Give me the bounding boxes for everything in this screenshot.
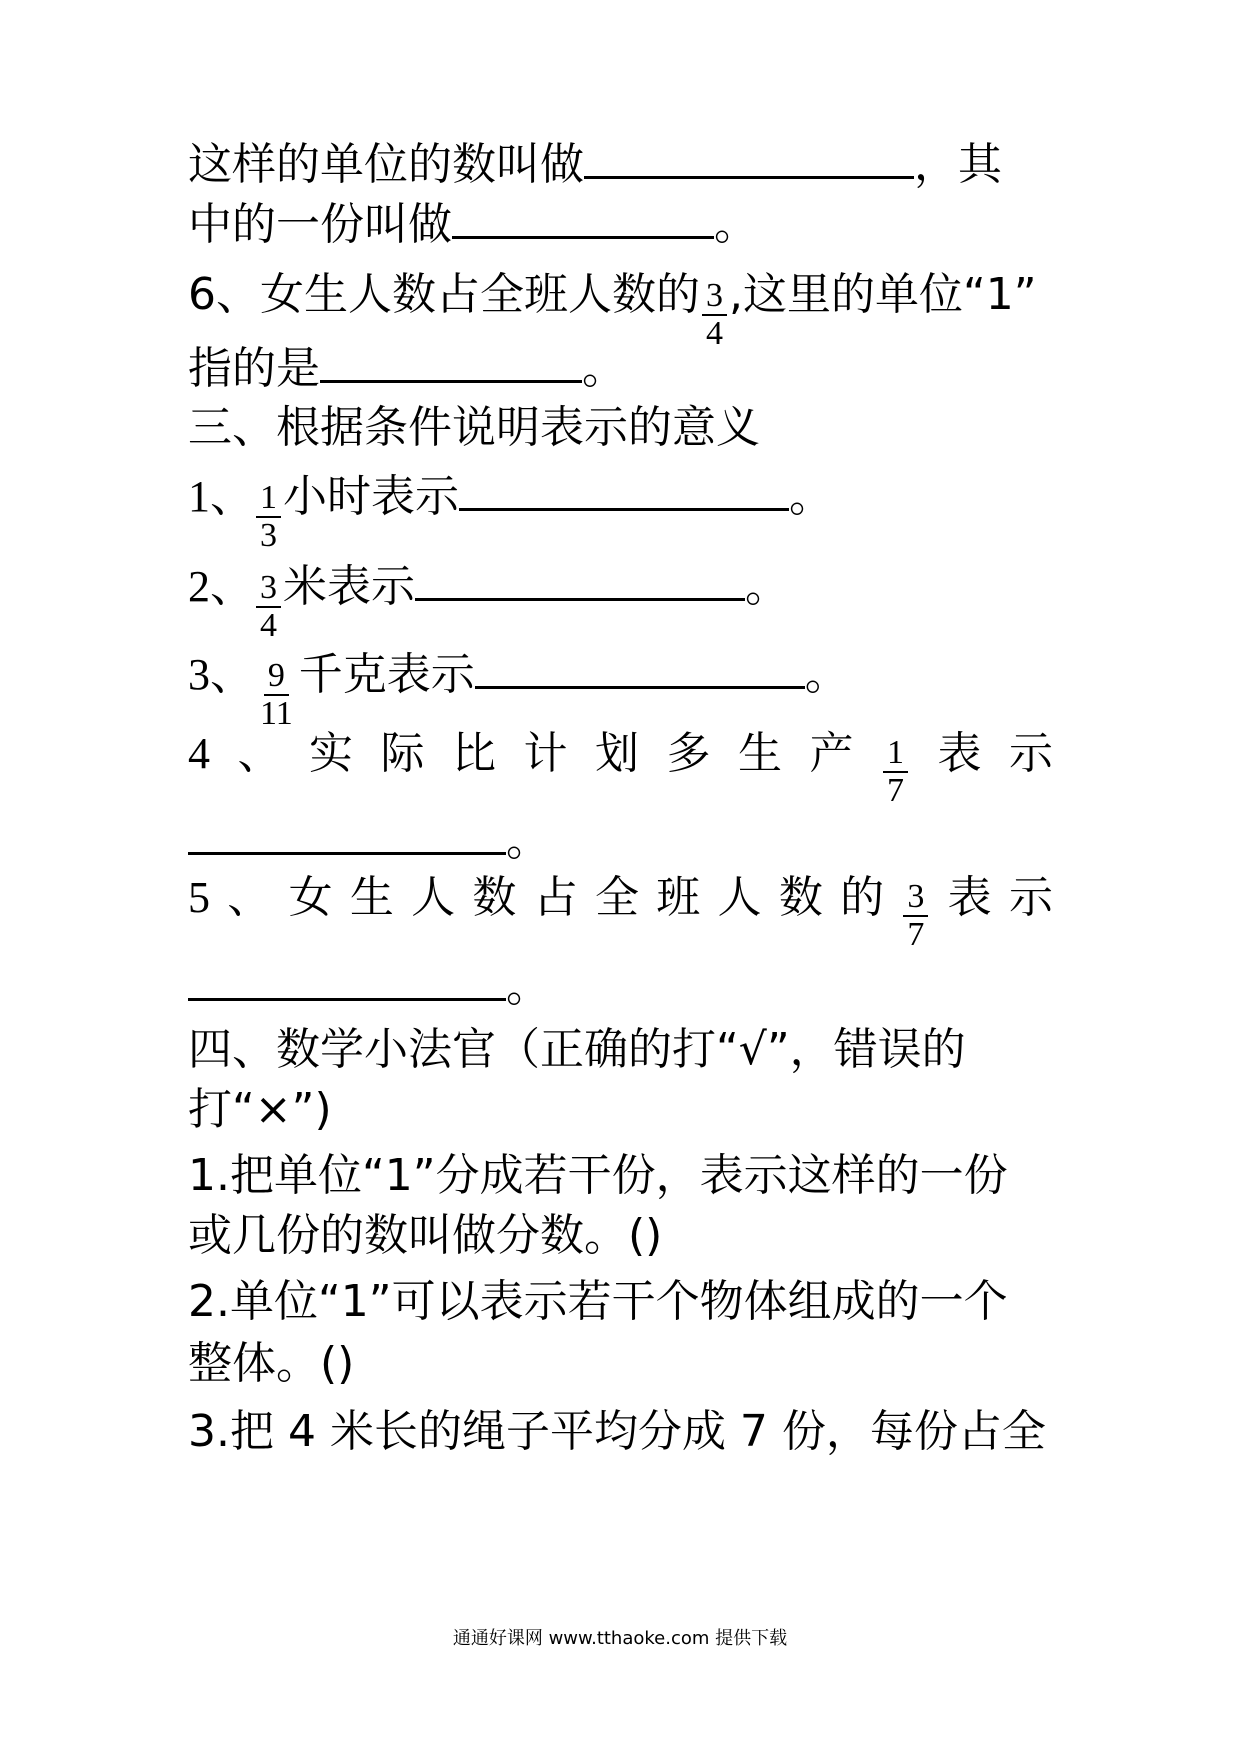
q4-char: 产 [809,728,854,779]
line-4 [188,340,626,396]
answer-blank[interactable] [459,468,789,511]
q4-char: 表 [937,728,982,779]
section-4-heading: 四、数学小法官（正确的打“√”，错误的 [188,1024,966,1075]
fraction-numerator: 9 [264,658,289,696]
s3-question-4-answer [188,812,550,868]
fraction-denominator: 3 [260,517,277,554]
s4-question-2: 2.单位“1”可以表示若干个物体组成的一个 [188,1276,1008,1327]
fraction [256,480,281,554]
question-6-end: ,这里的单位“1” [729,269,1037,320]
q4-char: 示 [1009,728,1053,779]
q4-char: 划 [595,728,639,779]
line-1-text: 这样的单位的数叫做 [188,139,584,190]
q5-char: 生 [349,872,394,923]
question-text: 小时表示 [283,471,459,522]
fraction-numerator: 1 [256,480,281,518]
q5-char: 人 [411,872,456,923]
q5-char: 示 [1008,872,1053,923]
fraction [702,278,727,352]
question-end: 。 [804,649,849,700]
fraction-numerator: 3 [256,570,281,608]
line-2 [188,196,758,252]
fraction [256,570,281,644]
fraction-numerator: 1 [883,735,908,773]
q5-char: 表 [947,872,992,923]
q5-char: 5 [188,873,210,922]
q4-char: 多 [666,728,711,779]
fraction-denominator: 4 [260,607,277,644]
line-1 [188,136,1002,192]
fraction-denominator: 7 [887,772,904,809]
q5-char: 女 [288,872,333,923]
line-2-end: 。 [714,199,758,250]
question-end: 。 [506,961,550,1012]
section-3-heading: 三、根据条件说明表示的意义 [188,402,760,453]
fraction-denominator: 7 [907,916,925,953]
line-4-text: 指的是 [188,343,320,394]
s4-question-2-cont: 整体。() [188,1338,355,1389]
s3-question-4 [188,726,1053,809]
q5-char: 数 [778,872,823,923]
s3-question-5 [188,870,1053,953]
q5-char: 人 [717,872,762,923]
question-number: 3、 [188,650,254,699]
s3-question-1 [188,462,833,554]
section-4-heading-cont: 打“×”) [188,1084,332,1135]
q5-char: 班 [656,872,701,923]
line-2-text: 中的一份叫做 [188,199,452,250]
question-end: 。 [789,471,833,522]
s4-question-1: 1.把单位“1”分成若干份，表示这样的一份 [188,1150,1008,1201]
q4-char: 生 [738,728,782,779]
answer-blank[interactable] [320,340,582,383]
line-4-end: 。 [582,343,626,394]
fraction-numerator: 3 [903,879,928,917]
answer-blank[interactable] [188,958,506,1001]
answer-blank[interactable] [415,558,745,601]
q4-char: 际 [380,728,425,779]
q4-char: 4 [188,729,210,778]
s4-question-3: 3.把 4 米长的绳子平均分成 7 份，每份占全 [188,1406,1046,1457]
fraction [883,735,908,809]
q4-char: 实 [309,728,353,779]
question-6-text: 6、女生人数占全班人数的 [188,269,700,320]
question-end: 。 [506,815,550,866]
question-number: 2、 [188,562,254,611]
s3-question-5-answer [188,958,550,1014]
answer-blank[interactable] [188,812,506,855]
answer-blank[interactable] [452,196,714,239]
fraction-denominator: 4 [706,315,723,352]
question-number: 1、 [188,472,254,521]
q5-char: 数 [472,872,517,923]
q4-char: 计 [523,728,568,779]
question-text: 千克表示 [298,649,475,700]
q4-char: 、 [237,728,282,779]
answer-blank[interactable] [584,136,914,179]
fraction [256,658,297,732]
s3-question-3 [188,640,849,732]
q4-char: 比 [452,728,496,779]
fraction-denominator: 11 [260,695,293,732]
question-6 [188,260,1037,352]
footer-credit: 通通好课网 www.tthaoke.com 提供下载 [452,1628,788,1649]
line-1-end: ，其 [914,139,1002,190]
fraction [903,879,928,953]
q5-char: 占 [533,872,578,923]
answer-blank[interactable] [475,646,805,689]
question-end: 。 [745,561,789,612]
s4-question-1-cont: 或几份的数叫做分数。() [188,1210,663,1261]
q5-char: 、 [227,872,272,923]
fraction-numerator: 3 [702,278,727,316]
question-text: 米表示 [283,561,415,612]
q5-char: 的 [840,872,885,923]
s3-question-2 [188,552,789,644]
q5-char: 全 [594,872,639,923]
